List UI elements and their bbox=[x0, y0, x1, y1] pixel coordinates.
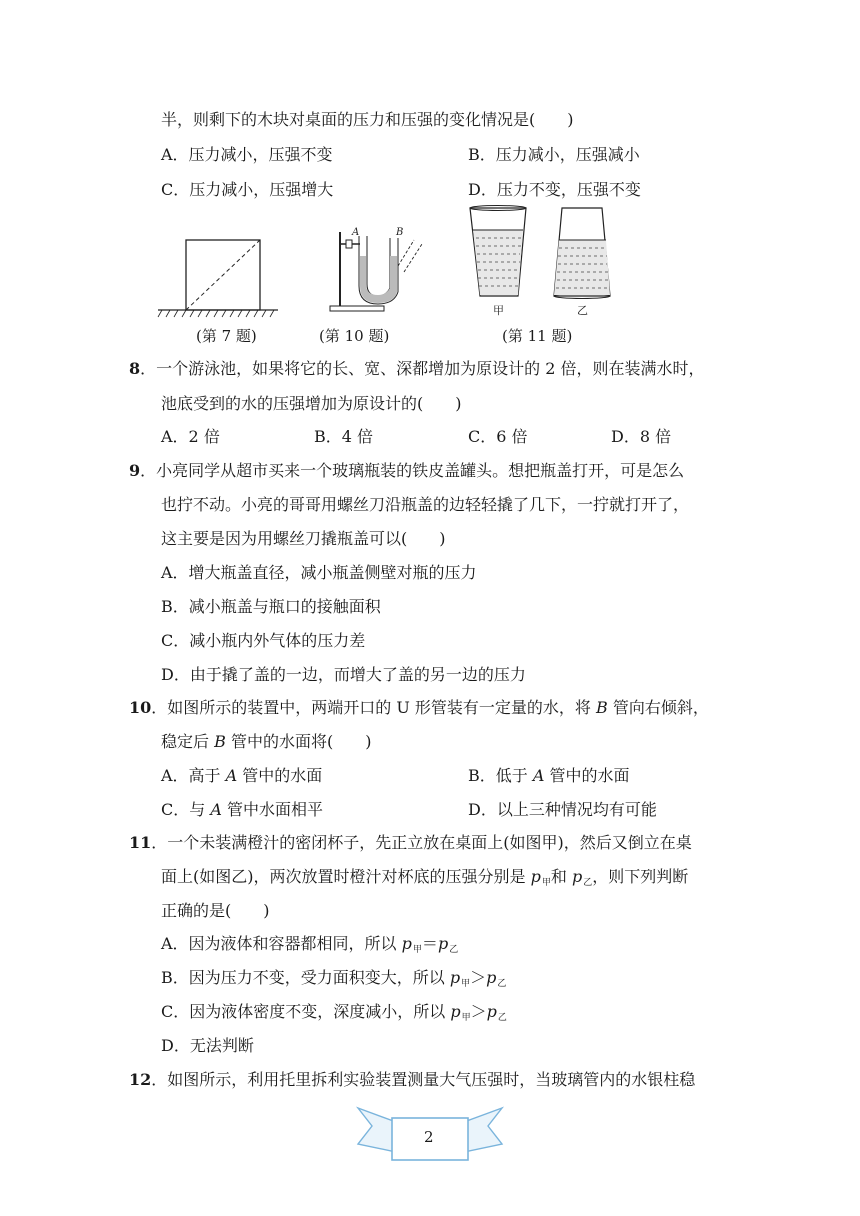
q10-number: 10 bbox=[129, 698, 152, 717]
q9-number: 9 bbox=[129, 461, 141, 480]
figure-11-label-jia: 甲 bbox=[493, 304, 504, 317]
q8-option-b: B．4 倍 bbox=[314, 427, 374, 446]
figure-10-u-tube bbox=[326, 226, 436, 318]
q10-line-1: 10．如图所示的装置中，两端开口的 U 形管装有一定量的水，将 B 管向右倾斜， bbox=[129, 698, 709, 717]
q10-option-a: A．高于 A 管中的水面 bbox=[161, 766, 323, 785]
q8-option-c: C．6 倍 bbox=[468, 427, 528, 446]
q8-line-1: 8．一个游泳池，如果将它的长、宽、深都增加为原设计的 2 倍，则在装满水时， bbox=[129, 359, 705, 378]
figure-7-block bbox=[158, 236, 278, 322]
q8-option-a: A．2 倍 bbox=[161, 427, 220, 446]
q7-option-a: A．压力减小，压强不变 bbox=[161, 145, 333, 164]
q9-line-2: 也拧不动。小亮的哥哥用螺丝刀沿瓶盖的边轻轻撬了几下，一拧就打开了， bbox=[161, 495, 690, 514]
q8-option-d: D．8 倍 bbox=[611, 427, 672, 446]
q9-option-c: C．减小瓶内外气体的压力差 bbox=[161, 631, 366, 650]
q9-option-b: B．减小瓶盖与瓶口的接触面积 bbox=[161, 597, 381, 616]
q10-line-2: 稳定后 B 管中的水面将( ) bbox=[161, 732, 372, 751]
q11-option-b: B．因为压力不变，受力面积变大，所以 $p_甲>p_乙$ bbox=[161, 968, 507, 989]
q11-option-a: A．因为液体和容器都相同，所以 $p_甲=p_乙$ bbox=[161, 934, 459, 955]
q10-option-c: C．与 A 管中水面相平 bbox=[161, 800, 323, 819]
q10-option-d: D．以上三种情况均有可能 bbox=[468, 800, 657, 819]
figure-10-caption: (第 10 题) bbox=[319, 327, 390, 345]
q11-option-c: C．因为液体密度不变，深度减小，所以 $p_甲>p_乙$ bbox=[161, 1002, 507, 1023]
q9-option-a: A．增大瓶盖直径，减小瓶盖侧壁对瓶的压力 bbox=[161, 563, 477, 582]
figure-11-cups bbox=[466, 204, 622, 320]
q11-number: 11 bbox=[129, 833, 152, 852]
q11-line-3: 正确的是( ) bbox=[161, 901, 270, 920]
q8-line-2: 池底受到的水的压强增加为原设计的( ) bbox=[161, 394, 462, 413]
q7-option-d: D．压力不变，压强不变 bbox=[468, 180, 641, 199]
q12-line-1: 12．如图所示，利用托里拆利实验装置测量大气压强时，当玻璃管内的水银柱稳 bbox=[129, 1070, 696, 1089]
q7-option-b: B．压力减小，压强减小 bbox=[468, 145, 640, 164]
q11-option-d: D．无法判断 bbox=[161, 1036, 254, 1055]
q7-option-c: C．压力减小，压强增大 bbox=[161, 180, 334, 199]
figure-10-label-b: B bbox=[396, 227, 404, 238]
figure-10-label-a: A bbox=[352, 227, 360, 238]
page-number: 2 bbox=[424, 1128, 434, 1146]
q10-option-b: B．低于 A 管中的水面 bbox=[468, 766, 630, 785]
q12-number: 12 bbox=[129, 1070, 152, 1089]
q11-line-2: 面上(如图乙)，两次放置时橙汁对杯底的压强分别是 $p_甲$和 $p_乙$，则下列判断 bbox=[161, 867, 689, 888]
q9-line-3: 这主要是因为用螺丝刀撬瓶盖可以( ) bbox=[161, 529, 446, 548]
figure-11-label-yi: 乙 bbox=[577, 304, 588, 317]
q8-number: 8 bbox=[129, 359, 141, 378]
figure-7-caption: (第 7 题) bbox=[196, 327, 257, 345]
q9-line-1: 9．小亮同学从超市买来一个玻璃瓶装的铁皮盖罐头。想把瓶盖打开，可是怎么 bbox=[129, 461, 685, 480]
q7-stem-tail: 半，则剩下的木块对桌面的压力和压强的变化情况是( ) bbox=[161, 110, 574, 129]
q9-option-d: D．由于撬了盖的一边，而增大了盖的另一边的压力 bbox=[161, 665, 526, 684]
figure-11-caption: (第 11 题) bbox=[502, 327, 573, 345]
q11-line-1: 11．一个未装满橙汁的密闭杯子，先正立放在桌面上(如图甲)，然后又倒立在桌 bbox=[129, 833, 692, 852]
